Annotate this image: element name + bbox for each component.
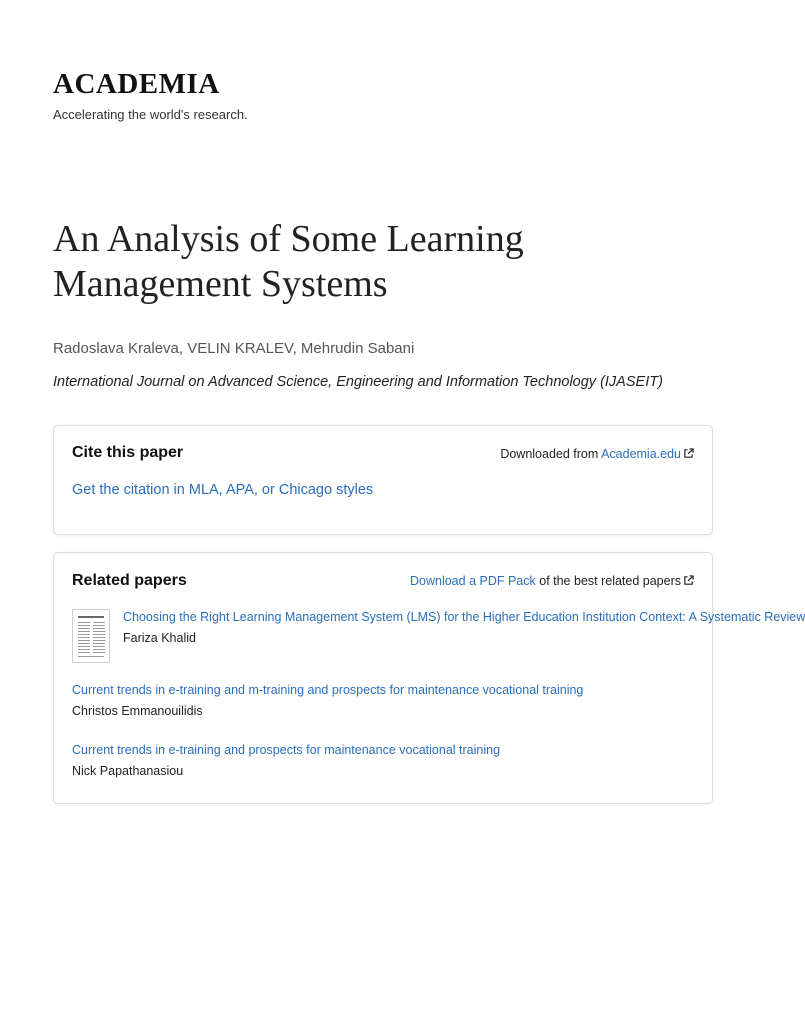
related-paper-text — [123, 609, 805, 646]
downloaded-from-label: Downloaded from — [500, 447, 602, 461]
cite-card — [53, 425, 713, 535]
academia-edu-link[interactable]: Academia.edu — [601, 447, 681, 461]
pdf-pack-suffix: of the best related papers — [535, 574, 681, 588]
related-paper-title-link[interactable]: Current trends in e-training and m-training and prospects for maintenance vocational training — [72, 683, 584, 697]
paper-authors: Radoslava Kraleva, VELIN KRALEV, Mehrudin Sabani — [53, 340, 415, 357]
related-paper-author: Fariza Khalid — [123, 631, 196, 645]
related-paper-item — [72, 609, 805, 665]
pdf-pack — [410, 574, 694, 588]
academia-logo[interactable]: ACADEMIA — [53, 68, 220, 100]
related-paper-title-link[interactable]: Choosing the Right Learning Management System (LMS) for the Higher Education Institution Context: A Systematic Review — [123, 610, 805, 624]
tagline: Accelerating the world's research. — [53, 107, 248, 122]
paper-journal: International Journal on Advanced Science, Engineering and Information Technology (IJASEIT) — [53, 374, 663, 390]
get-citation-link[interactable]: Get the citation in MLA, APA, or Chicago styles — [72, 482, 374, 498]
download-pdf-pack-link[interactable]: Download a PDF Pack — [410, 574, 536, 588]
related-paper-author: Nick Papathanasiou — [72, 764, 184, 778]
related-heading: Related papers — [72, 572, 187, 589]
cite-heading: Cite this paper — [72, 444, 184, 461]
external-link-icon[interactable] — [683, 448, 694, 459]
external-link-icon[interactable] — [683, 575, 694, 586]
related-paper-title-link[interactable]: Current trends in e-training and prospects for maintenance vocational training — [72, 743, 501, 757]
related-paper-item — [72, 742, 694, 779]
downloaded-from — [500, 447, 694, 461]
related-paper-item — [72, 682, 694, 719]
related-papers-card — [53, 552, 805, 804]
paper-thumbnail-icon[interactable] — [72, 609, 110, 663]
related-paper-author: Christos Emmanouilidis — [72, 704, 203, 718]
paper-title: An Analysis of Some Learning Management Systems — [53, 218, 524, 305]
